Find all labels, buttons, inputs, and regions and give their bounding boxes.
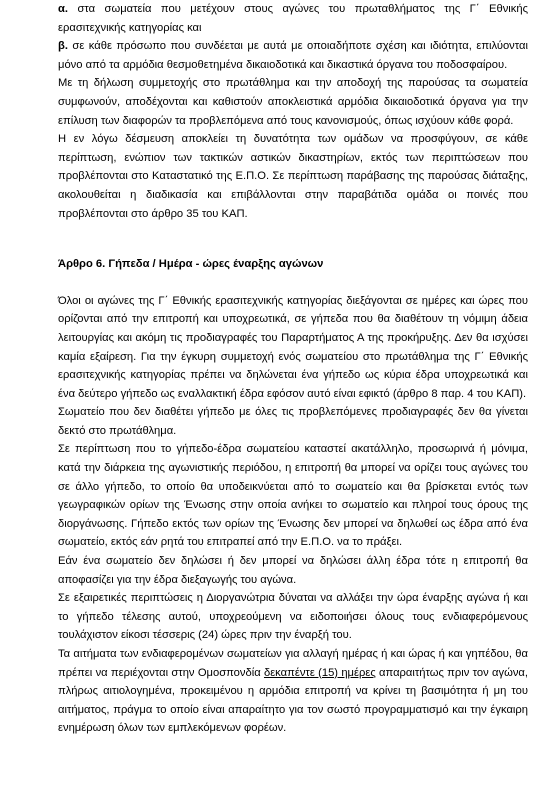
- list-item-text: σε κάθε πρόσωπο που συνδέεται με αυτά με οποιαδήποτε σχέση και ιδιότητα, επιλύονται μόνο από τα αρμόδια θεσμοθετημένα δικαιοδοτικά και δικαστικά όργανα του ποδοσφαίρου.: [58, 40, 528, 71]
- paragraph: Σε περίπτωση που το γήπεδο-έδρα σωματείου καταστεί ακατάλληλο, προσωρινά ή μόνιμα, κατά την διάρκεια της αγωνιστικής περιόδου, η επιτροπή θα μπορεί να ορίζει τους αγώνες του σε άλλο γήπεδο, το οποίο θα υποδεικνύεται από το σωματείο και θα βρίσκεται εντός των γεωγραφικών ορίων της Ένωσης στην οποία ανήκει το σωματείο και πληροί τους όρους της διοργάνωσης. Γήπεδο εκτός των ορίων της Ένωσης δεν μπορεί να δηλωθεί ως έδρα από ένα σωματείο, εκτός εάν ρητά του επιτραπεί από την Ε.Π.Ο. να το πράξει.: [58, 443, 528, 549]
- paragraph: Όλοι οι αγώνες της Γ΄ Εθνικής ερασιτεχνικής κατηγορίας διεξάγονται σε ημέρες και ώρες που ορίζονται από την επιτροπή και υποχρεωτικά, σε γήπεδα που θα διαθέτουν τη νόμιμη άδεια λειτουργίας και ακόμη τις προδιαγραφές του Παραρτήματος Α της προκήρυξης. Δεν θα ισχύσει καμία εξαίρεση. Για την έγκυρη συμμετοχή ενός σωματείου στο πρωτάθλημα της Γ΄ Εθνικής ερασιτεχνικής κατηγορίας πρέπει να δηλώνεται ένα γήπεδο ως κύρια έδρα υποχρεωτικά και ένα δεύτερο γήπεδο ως εναλλακτική έδρα εφόσον αυτό είναι εφικτό (άρθρο 8 παρ. 4 του ΚΑΠ).: [58, 294, 528, 400]
- list-item-text: στα σωματεία που μετέχουν στους αγώνες του πρωταθλήματος της Γ΄ Εθνικής ερασιτεχνικής κατηγορίας και: [58, 3, 528, 34]
- list-item-beta: [58, 37, 528, 74]
- list-item-label: β.: [58, 40, 68, 53]
- document-page: [58, 0, 528, 738]
- list-item-label: α.: [58, 3, 68, 15]
- article-heading: Άρθρο 6. Γήπεδα / Ημέρα - ώρες έναρξης αγώνων: [58, 258, 324, 271]
- paragraph: Εάν ένα σωματείο δεν δηλώσει ή δεν μπορεί να δηλώσει άλλη έδρα τότε η επιτροπή θα αποφασίζει για την έδρα διεξαγωγής του αγώνα.: [58, 555, 528, 586]
- spacer: [58, 223, 528, 255]
- paragraph: Με τη δήλωση συμμετοχής στο πρωτάθλημα και την αποδοχή της παρούσας τα σωματεία συμφωνούν, αποδέχονται και καθιστούν αποκλειστικά αρμόδια δικαιοδοτικά όργανα για την επίλυση των διαφορών τα προβλεπόμενα από τους κανονισμούς, όπως ισχύουν κάθε φορά.: [58, 77, 528, 127]
- deadline-underlined: δεκαπέντε (15) ημέρες: [263, 666, 376, 679]
- paragraph: Σε εξαιρετικές περιπτώσεις η Διοργανώτρια δύναται να αλλάξει την ώρα έναρξης αγώνα ή και το γήπεδο τέλεσης αυτού, υποχρεούμενη να ειδοποιήσει όλους τους ενδιαφερόμενους τουλάχιστον είκοσι τέσσερις (24) ώρες πριν την έναρξή του.: [58, 592, 528, 642]
- paragraph-text: Τα αιτήματα των ενδιαφερομένων σωματείων για αλλαγή ημέρας ή και ώρας ή και γηπέδου, θα πρέπει να περιέχονται στην Ομοσπονδία: [58, 648, 528, 679]
- list-item-alpha: [58, 0, 528, 37]
- paragraph: Η εν λόγω δέσμευση αποκλείει τη δυνατότητα των ομάδων να προσφύγουν, σε κάθε περίπτωση, ενώπιον των τακτικών αστικών δικαστηρίων, εκτός των περιπτώσεων που προβλέπονται στο Καταστατικό της Ε.Π.Ο. Σε περίπτωση παράβασης της παρούσας διάταξης, ακολουθείται η διαδικασία και επιβάλλονται στην παραβάτιδα ομάδα οι ποινές που προβλέπονται στο άρθρο 35 του ΚΑΠ.: [58, 133, 528, 220]
- paragraph-text: απαραιτήτως πριν τον αγώνα, πλήρως αιτιολογημένα, προκειμένου η αρμόδια επιτροπή να κρίνει τη βασιμότητα ή μη του αιτήματος, πράγμα το οποίο είναι απαραίτητο για τον σωστό προγραμματισμό και την έγκαιρη ενημέρωση όλων των εμπλεκόμενων φορέων.: [58, 666, 529, 735]
- paragraph: [58, 645, 528, 738]
- paragraph: Σωματείο που δεν διαθέτει γήπεδο με όλες τις προβλεπόμενες προδιαγραφές δεν θα γίνεται δεκτό στο πρωτάθλημα.: [58, 406, 528, 437]
- spacer: [58, 274, 528, 292]
